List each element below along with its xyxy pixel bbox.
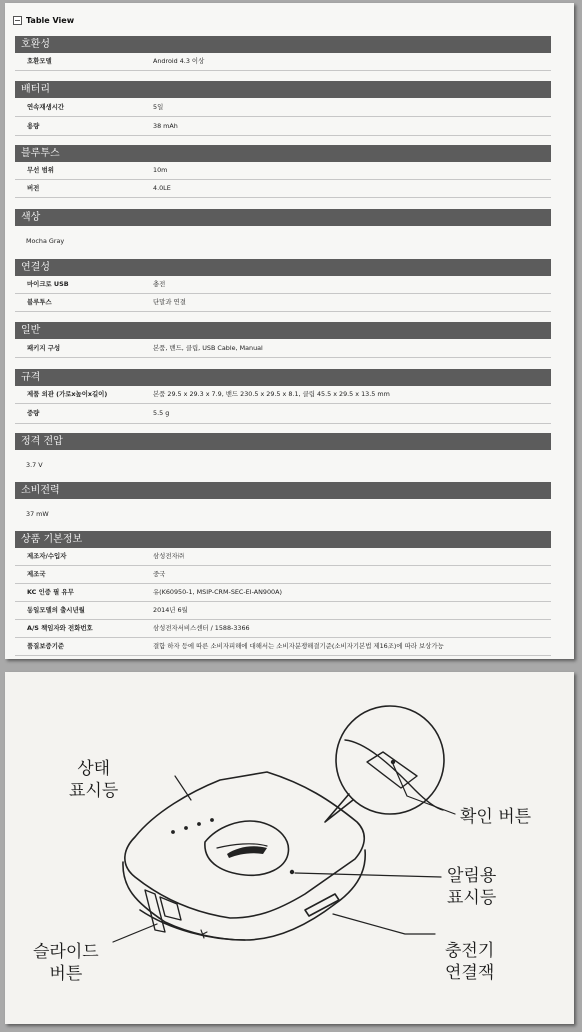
zoom-device-edge [345,740,443,810]
table-row [15,162,551,180]
recess-mark [227,846,267,858]
label-confirm-button: 확인 버튼 [460,807,532,827]
notification-dot [290,870,294,874]
label-slide-button: 슬라이드 버튼 [33,942,99,984]
table-row [15,404,551,424]
row-key: 동일모델의 출시년월 [27,606,85,614]
label-status-indicator: 상태 표시등 [69,759,119,801]
callout-line-notify [295,873,441,877]
table-row [15,584,551,602]
row-value: 중국 [153,570,166,578]
table-row [15,548,551,566]
callout-line-slide [113,924,157,942]
table-row [15,620,551,638]
table-row [15,180,551,198]
device-diagram-panel [5,672,574,1024]
table-row [15,53,551,71]
row-key: 마이크로 USB [27,280,69,288]
row-text: Mocha Gray [26,237,65,245]
table-row [15,450,551,480]
row-value: 5일 [153,103,164,111]
section-header: 소비전력 [15,482,551,499]
table-row [15,386,551,404]
section-compatibility [15,36,551,71]
table-view-header [13,13,74,27]
row-value: 10m [153,166,168,174]
callout-line-confirm [393,764,455,814]
row-value: 2014년 6월 [153,606,188,614]
row-key: 호환모델 [27,57,52,65]
row-key: 버전 [27,184,40,192]
row-key: A/S 책임자와 전화번호 [27,624,93,632]
row-text: 3.7 V [26,461,43,469]
row-key: 연속재생시간 [27,103,65,111]
label-charger-jack: 충전기 연결잭 [445,941,495,983]
row-key: 중량 [27,409,40,417]
table-row [15,98,551,117]
section-rated-voltage [15,433,551,480]
section-specification [15,369,551,424]
row-value: 본품 29.5 x 29.3 x 7.9, 밴드 230.5 x 29.5 x 8.1, 클립 45.5 x 29.5 x 13.5 mm [153,390,390,398]
row-key: KC 인증 필 유무 [27,588,74,596]
confirm-button-dot [391,760,395,764]
section-header: 배터리 [15,81,551,98]
table-row [15,294,551,312]
row-key: 제조국 [27,570,46,578]
row-value: Android 4.3 이상 [153,57,205,65]
row-value: 단말과 연결 [153,298,186,306]
row-key: 패키지 구성 [27,344,61,352]
table-view-title: Table View [26,15,75,25]
callout-line-status [175,776,191,800]
section-header: 정격 전압 [15,433,551,450]
device-top-surface [125,772,364,918]
table-row [15,638,551,656]
table-row [15,499,551,529]
row-value: 결함 하자 등에 따른 소비자피해에 대해서는 소비자분쟁해결기준(소비자기본법 제16조)에 따라 보상가능 [153,642,444,650]
row-value: 38 mAh [153,122,178,130]
row-key: 제품 외관 (가로x높이x길이) [27,390,108,398]
section-header: 색상 [15,209,551,226]
row-key: 품질보증기준 [27,642,65,650]
section-bluetooth [15,145,551,198]
section-power-consumption [15,482,551,529]
table-row [15,566,551,584]
status-indicator-dots [171,818,214,834]
table-row [15,276,551,294]
section-connectivity [15,259,551,312]
section-header: 블루투스 [15,145,551,162]
row-value: 유(K60950-1, MSIP-CRM-SEC-EI-AN900A) [153,588,282,596]
table-icon [13,16,22,25]
section-header: 규격 [15,369,551,386]
section-header: 일반 [15,322,551,339]
table-row [15,226,551,256]
row-value: 충전 [153,280,166,288]
section-battery [15,81,551,136]
table-row [15,602,551,620]
section-color [15,209,551,256]
zoom-circle [336,706,444,814]
row-key: 무선 범위 [27,166,54,174]
device-body-edge [123,850,365,940]
row-key: 제조자/수입자 [27,552,67,560]
label-notify-indicator: 알림용 표시등 [447,866,497,908]
section-product-info [15,531,551,656]
spec-table-panel [5,3,574,659]
table-row [15,339,551,358]
row-value: 삼성전자㈜ [153,552,185,560]
row-key: 용량 [27,122,40,130]
row-key: 블루투스 [27,298,52,306]
row-text: 37 mW [26,510,49,518]
row-value: 본품, 밴드, 클립, USB Cable, Manual [153,344,263,352]
section-header: 연결성 [15,259,551,276]
table-row [15,117,551,136]
callout-line-charger [333,914,435,934]
row-value: 4.0LE [153,184,171,192]
slide-button-body [145,890,165,932]
section-general [15,322,551,358]
section-header: 상품 기본정보 [15,531,551,548]
row-value: 삼성전자서비스센터 / 1588-3366 [153,624,250,632]
row-value: 5.5 g [153,409,170,417]
section-header: 호환성 [15,36,551,53]
